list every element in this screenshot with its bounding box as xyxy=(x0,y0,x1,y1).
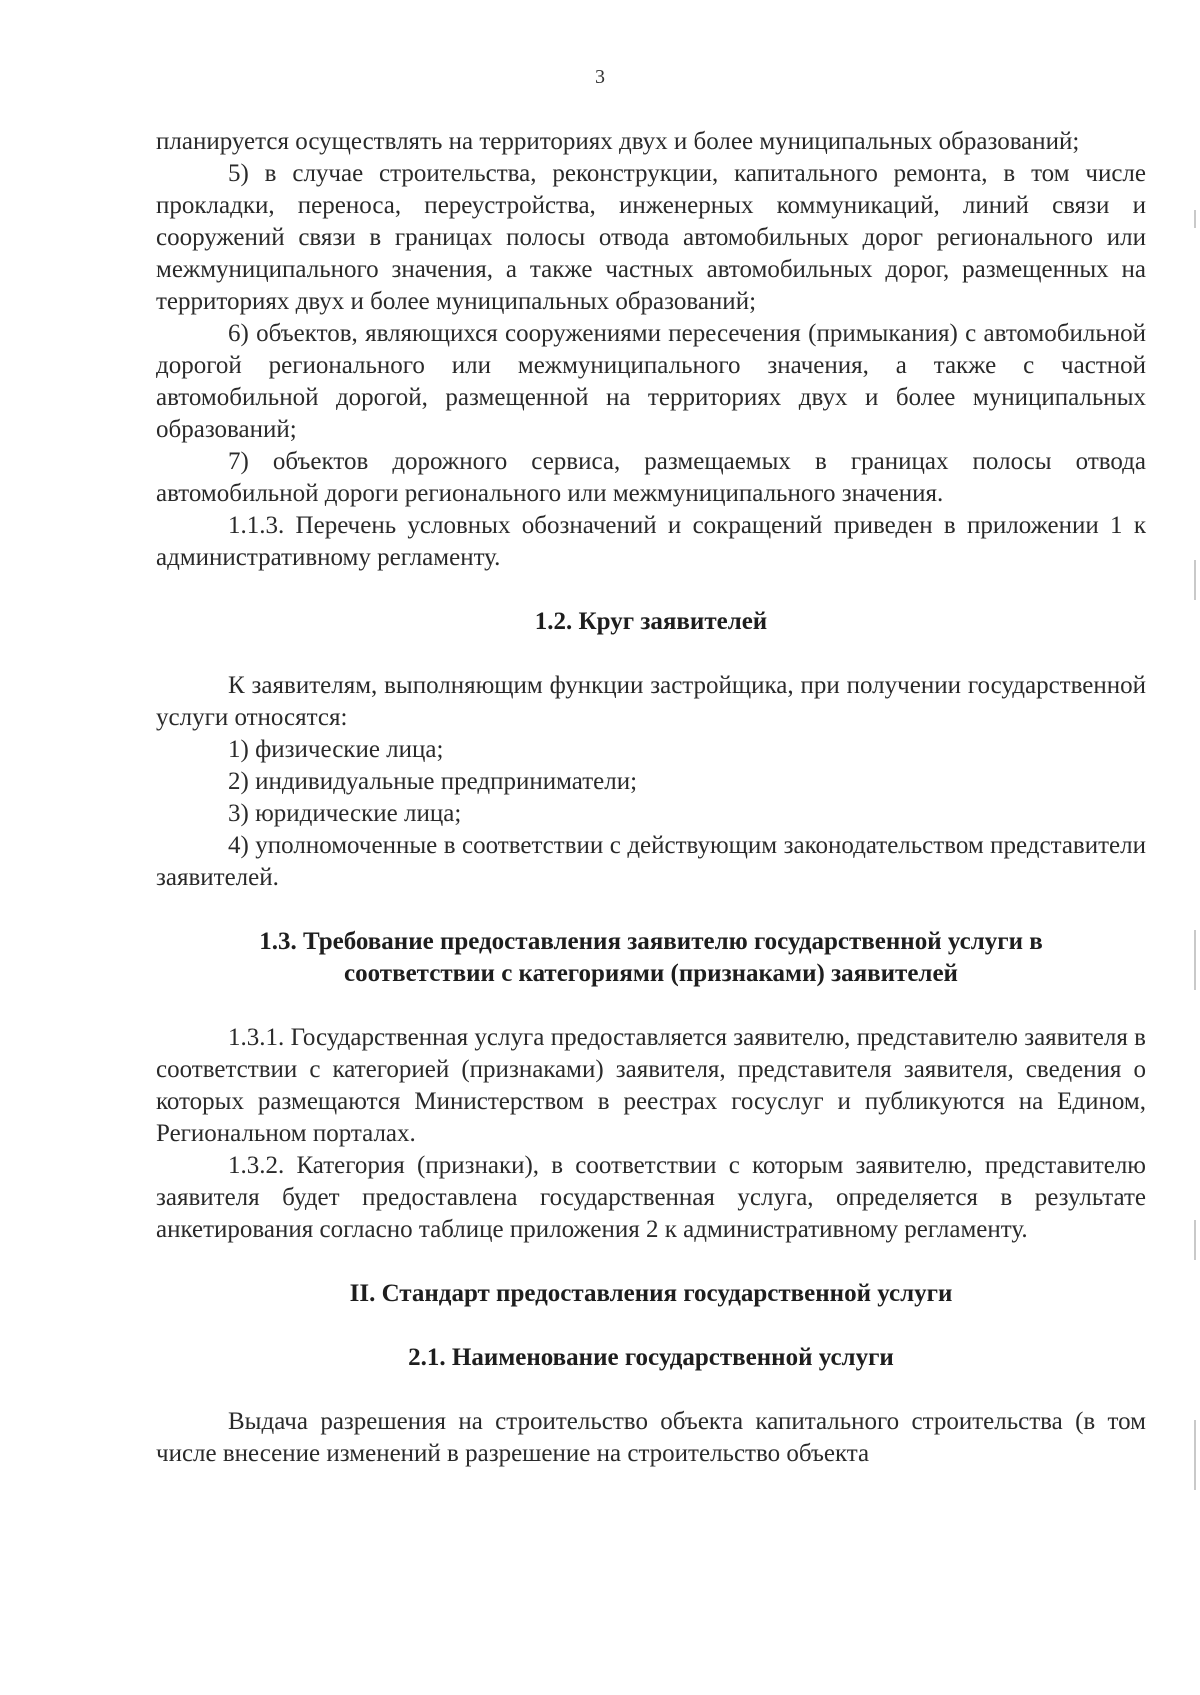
paragraph-item-6: 6) объектов, являющихся сооружениями пересечения (примыкания) с автомобильной дорогой регионального или межмуниципального значения, а также с частной автомобильной дорогой, размещенной на территориях двух и более муниципальных образований; xyxy=(156,320,1146,443)
list-item-applicant-3: 3) юридические лица; xyxy=(228,800,462,827)
section-heading-2-1: 2.1. Наименование государственной услуги xyxy=(408,1344,894,1371)
document-body xyxy=(156,126,1146,1470)
paragraph-item-5: 5) в случае строительства, реконструкции, капитального ремонта, в том числе прокладки, переноса, переустройства, инженерных коммуникаций, линий связи и сооружений связи в границах полосы отвода автомобильных дорог регионального или межмуниципального значения, а также частных автомобильных дорог, размещенных на территориях двух и более муниципальных образований; xyxy=(156,160,1146,315)
paragraph-continuation: планируется осуществлять на территориях двух и более муниципальных образований; xyxy=(156,128,1080,155)
section-heading-1-3-line-2: соответствии с категориями (признаками) заявителей xyxy=(344,960,958,987)
section-heading-1-2: 1.2. Круг заявителей xyxy=(534,608,768,635)
scan-margin-marks xyxy=(1190,0,1196,1695)
chapter-heading-2: II. Стандарт предоставления государственной услуги xyxy=(349,1280,953,1307)
paragraph-item-7: 7) объектов дорожного сервиса, размещаемых в границах полосы отвода автомобильной дороги регионального или межмуниципального значения. xyxy=(156,448,1146,507)
paragraph-1-1-3: 1.1.3. Перечень условных обозначений и сокращений приведен в приложении 1 к административному регламенту. xyxy=(156,512,1146,571)
paragraph-1-3-2: 1.3.2. Категория (признаки), в соответствии с которым заявителю, представителю заявителя будет предоставлена государственная услуга, определяется в результате анкетирования согласно таблице приложения 2 к административному регламенту. xyxy=(156,1152,1146,1243)
paragraph-2-1-1: Выдача разрешения на строительство объекта капитального строительства (в том числе внесение изменений в разрешение на строительство объекта xyxy=(156,1408,1146,1467)
section-heading-1-3 xyxy=(156,926,1146,990)
paragraph-applicants-intro: К заявителям, выполняющим функции застройщика, при получении государственной услуги относятся: xyxy=(156,672,1146,731)
page-number: 3 xyxy=(595,66,605,88)
section-heading-1-3-line-1: 1.3. Требование предоставления заявителю государственной услуги в xyxy=(259,928,1043,955)
list-item-applicant-2: 2) индивидуальные предприниматели; xyxy=(228,768,638,795)
paragraph-1-3-1: 1.3.1. Государственная услуга предоставляется заявителю, представителю заявителя в соответствии с категорией (признаками) заявителя, представителя заявителя, сведения о которых размещаются Министерством в реестрах госуслуг и публикуются на Едином, Региональном порталах. xyxy=(156,1024,1146,1147)
list-item-applicant-4: 4) уполномоченные в соответствии с действующим законодательством представители заявителей. xyxy=(156,832,1146,891)
list-item-applicant-1: 1) физические лица; xyxy=(228,736,444,763)
